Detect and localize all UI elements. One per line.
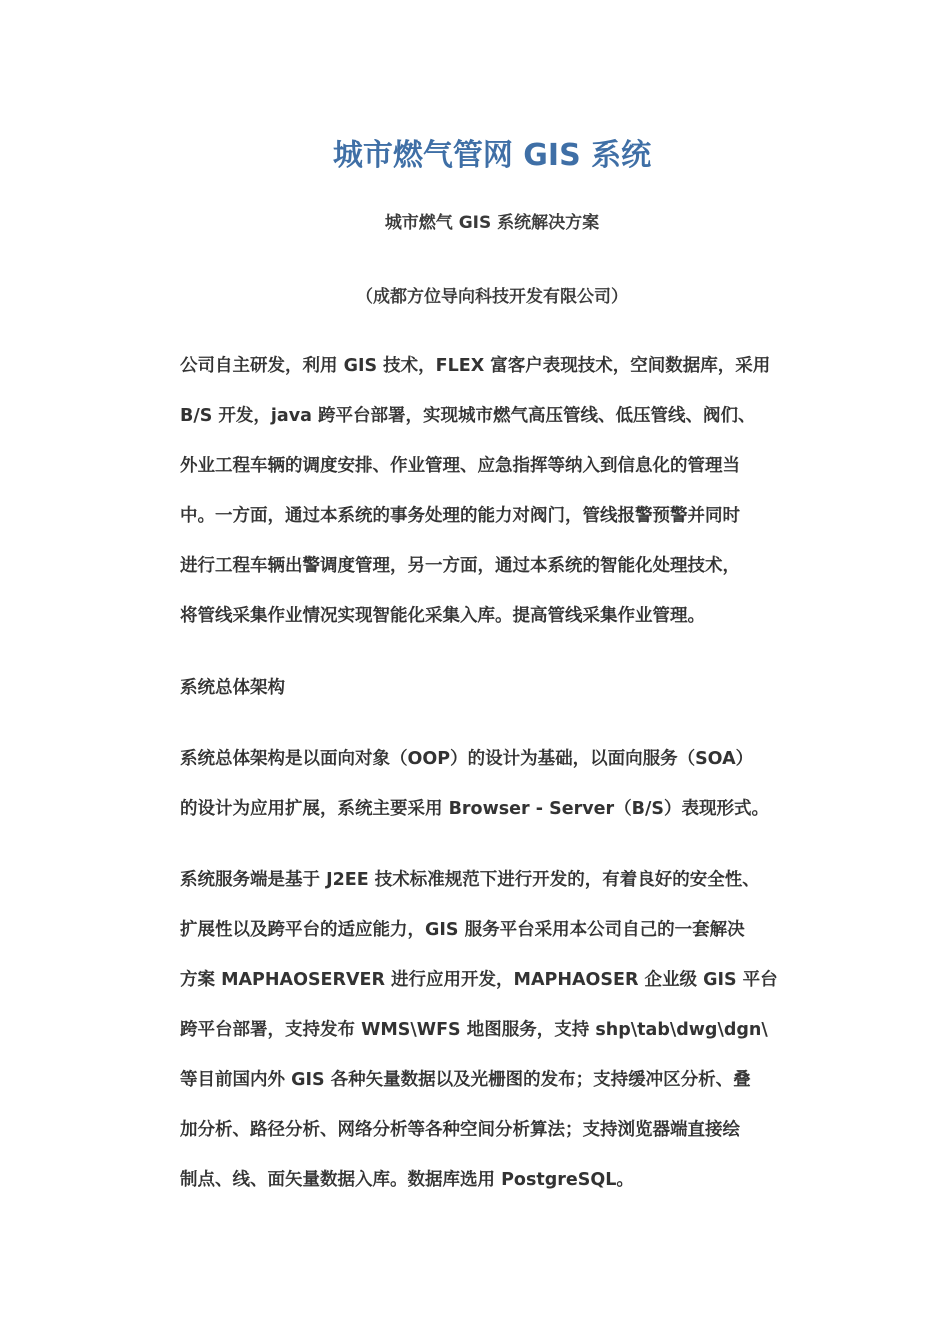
company-name: （成都方位导向科技开发有限公司） xyxy=(356,287,628,307)
section-heading-text: 系统总体架构 xyxy=(180,678,285,698)
document-subtitle: 城市燃气 GIS 系统解决方案 xyxy=(384,213,600,233)
intro-line: B/S 开发，java 跨平台部署，实现城市燃气高压管线、低压管线、阀们、 xyxy=(180,406,756,426)
intro-line: 进行工程车辆出警调度管理，另一方面，通过本系统的智能化处理技术， xyxy=(180,556,740,576)
intro-line: 将管线采集作业情况实现智能化采集入库。提高管线采集作业管理。 xyxy=(180,606,705,626)
server-line: 等目前国内外 GIS 各种矢量数据以及光栅图的发布；支持缓冲区分析、叠 xyxy=(180,1070,751,1090)
server-line: 扩展性以及跨平台的适应能力，GIS 服务平台采用本公司自己的一套解决 xyxy=(180,920,745,940)
server-line: 跨平台部署，支持发布 WMS\WFS 地图服务，支持 shp\tab\dwg\dgn\ xyxy=(180,1020,768,1040)
server-line: 系统服务端是基于 J2EE 技术标准规范下进行开发的，有着良好的安全性、 xyxy=(180,870,760,890)
intro-line: 中。一方面，通过本系统的事务处理的能力对阀门，管线报警预警并同时 xyxy=(180,506,740,526)
architecture-line: 的设计为应用扩展，系统主要采用 Browser - Server（B/S）表现形式。 xyxy=(180,799,769,819)
document-title: 城市燃气管网 GIS 系统 xyxy=(332,138,652,173)
architecture-line: 系统总体架构是以面向对象（OOP）的设计为基础，以面向服务（SOA） xyxy=(180,749,754,769)
intro-line: 外业工程车辆的调度安排、作业管理、应急指挥等纳入到信息化的管理当 xyxy=(180,456,740,476)
server-line: 制点、线、面矢量数据入库。数据库选用 PostgreSQL。 xyxy=(180,1170,634,1190)
server-line: 方案 MAPHAOSERVER 进行应用开发，MAPHAOSER 企业级 GIS 平台 xyxy=(180,970,778,990)
server-line: 加分析、路径分析、网络分析等各种空间分析算法；支持浏览器端直接绘 xyxy=(180,1120,740,1140)
intro-line: 公司自主研发，利用 GIS 技术，FLEX 富客户表现技术，空间数据库，采用 xyxy=(180,356,771,376)
